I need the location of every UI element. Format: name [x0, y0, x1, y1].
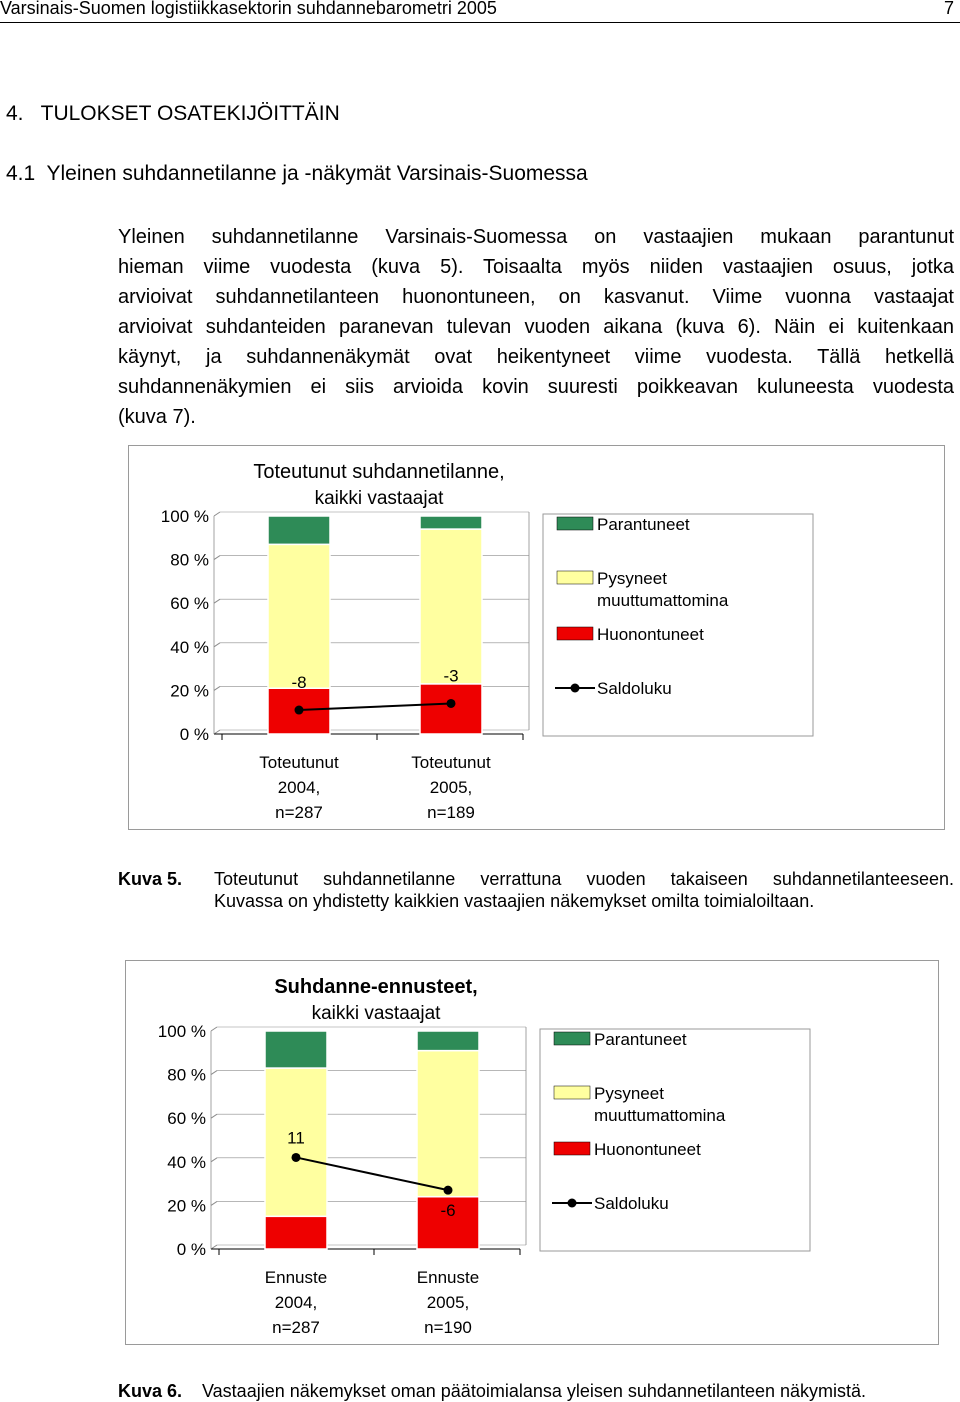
x-category-label: n=189 — [427, 803, 475, 822]
page-header — [0, 0, 960, 23]
y-tick-label: 0 % — [176, 1240, 206, 1259]
chart-subtitle: kaikki vastaajat — [314, 488, 444, 509]
bar-segment-parantuneet — [265, 1031, 327, 1068]
saldo-point — [295, 706, 304, 715]
x-category-label: 2005, — [426, 1293, 470, 1312]
paragraph-line: Yleinen suhdannetilanne Varsinais-Suomessa on vastaajien mukaan parantunut — [118, 226, 954, 248]
document-title: Varsinais-Suomen logistiikkasektorin suhdannebarometri 2005 — [0, 0, 497, 18]
gridline — [211, 1071, 217, 1075]
x-category-label: Ennuste — [416, 1268, 480, 1287]
gridline — [211, 1114, 217, 1118]
gridline — [214, 599, 220, 603]
bar-segment-huonontuneet — [420, 684, 482, 734]
x-category-label: n=190 — [424, 1318, 472, 1337]
paragraph-line: arvioivat suhdannetilanteen huonontuneen, on kasvanut. Viime vuonna vastaajat — [118, 286, 954, 308]
subsection-heading: 4.1 Yleinen suhdannetilanne ja -näkymät Varsinais-Suomessa — [6, 162, 588, 185]
caption-text — [214, 868, 954, 912]
legend-swatch — [557, 627, 593, 640]
legend-label: muuttumattomina — [597, 591, 729, 610]
paragraph-line: (kuva 7). — [118, 406, 196, 428]
saldo-data-label: -6 — [440, 1201, 456, 1221]
legend-label: muuttumattomina — [594, 1106, 726, 1125]
saldo-point — [447, 699, 456, 708]
legend-label: Saldoluku — [594, 1194, 669, 1213]
y-tick-label: 100 % — [160, 507, 209, 526]
bar-segment-huonontuneet — [265, 1216, 327, 1249]
y-tick-label: 80 % — [170, 550, 209, 570]
gridline — [214, 730, 220, 734]
caption-label: Kuva 5. — [118, 869, 183, 889]
saldo-point — [444, 1186, 453, 1195]
caption-line: Kuvassa on yhdistetty kaikkien vastaajien näkemykset omilta toimialoiltaan. — [214, 891, 815, 911]
y-tick-label: 60 % — [167, 1109, 206, 1129]
legend-label: Saldoluku — [597, 679, 672, 698]
x-category-label: n=287 — [272, 1318, 320, 1337]
y-tick-label: 100 % — [157, 1022, 206, 1041]
caption-line: Vastaajien näkemykset oman päätoimialansa yleisen suhdannetilanteen näkymistä. — [202, 1381, 867, 1401]
x-category-label: Ennuste — [264, 1268, 328, 1287]
x-category-label: 2004, — [274, 1293, 318, 1312]
y-tick-label: 40 % — [170, 637, 209, 657]
gridline — [214, 556, 220, 560]
legend-marker — [568, 1199, 577, 1208]
y-tick-label: 80 % — [167, 1065, 206, 1085]
x-category-label: 2005, — [429, 778, 473, 797]
gridline — [214, 643, 220, 647]
saldo-data-label: 11 — [287, 1128, 305, 1148]
gridline — [214, 686, 220, 690]
saldo-point — [292, 1153, 301, 1162]
legend-label: Pysyneet — [597, 569, 667, 588]
legend-swatch — [557, 571, 593, 584]
legend-label: Parantuneet — [597, 515, 690, 534]
x-category-label: 2004, — [277, 778, 321, 797]
chart-svg — [129, 446, 944, 829]
legend-marker — [571, 684, 580, 693]
y-tick-label: 20 % — [167, 1196, 206, 1216]
gridline — [211, 1245, 217, 1249]
y-tick-label: 60 % — [170, 594, 209, 614]
legend-label: Parantuneet — [594, 1030, 687, 1049]
chart-ennusteet — [125, 960, 939, 1345]
bar-segment-parantuneet — [417, 1031, 479, 1051]
legend-swatch — [557, 517, 593, 530]
x-category-label: Toteutunut — [259, 753, 339, 772]
bar-segment-pysyneet — [268, 544, 330, 688]
paragraph-line: käynyt, ja suhdannenäkymät ovat heikentyneet viime vuodesta. Tällä hetkellä — [118, 346, 954, 368]
caption-line: Toteutunut suhdannetilanne verrattuna vuoden takaiseen suhdannetilanteeseen. — [214, 869, 954, 889]
bar-segment-pysyneet — [417, 1051, 479, 1197]
x-category-label: Toteutunut — [411, 753, 491, 772]
legend-swatch — [554, 1086, 590, 1099]
legend-label: Huonontuneet — [597, 625, 704, 644]
bar-segment-parantuneet — [420, 516, 482, 529]
x-category-label: n=287 — [275, 803, 323, 822]
y-tick-label: 40 % — [167, 1152, 206, 1172]
chart-svg — [126, 961, 938, 1344]
chart-subtitle: kaikki vastaajat — [311, 1003, 441, 1024]
bar-segment-pysyneet — [420, 529, 482, 684]
gridline — [214, 512, 220, 516]
page-number: 7 — [943, 0, 954, 18]
paragraph-line: suhdannenäkymien ei siis arvioida kovin suuresti poikkeavan kuluneesta vuodesta — [118, 376, 954, 398]
y-tick-label: 0 % — [179, 725, 209, 744]
saldo-data-label: -8 — [291, 673, 307, 693]
legend-swatch — [554, 1142, 590, 1155]
legend-swatch — [554, 1032, 590, 1045]
caption-label: Kuva 6. — [118, 1381, 183, 1401]
gridline — [211, 1201, 217, 1205]
legend-label: Huonontuneet — [594, 1140, 701, 1159]
saldo-data-label: -3 — [443, 666, 459, 686]
chart-toteutunut — [128, 445, 945, 830]
y-tick-label: 20 % — [170, 681, 209, 701]
chart-title: Suhdanne-ennusteet, — [274, 976, 478, 998]
paragraph-line: hieman viime vuodesta (kuva 5). Toisaalta myös niiden vastaajien osuus, jotka — [118, 256, 954, 278]
bar-segment-parantuneet — [268, 516, 330, 544]
gridline — [211, 1027, 217, 1031]
paragraph-line: arvioivat suhdanteiden paranevan tulevan vuoden aikana (kuva 6). Näin ei kuitenkaan — [118, 316, 954, 338]
chart-title: Toteutunut suhdannetilanne, — [253, 461, 505, 483]
gridline — [211, 1158, 217, 1162]
section-heading: 4. TULOKSET OSATEKIJÖITTÄIN — [6, 102, 340, 125]
body-paragraph — [118, 222, 954, 432]
legend-label: Pysyneet — [594, 1084, 664, 1103]
